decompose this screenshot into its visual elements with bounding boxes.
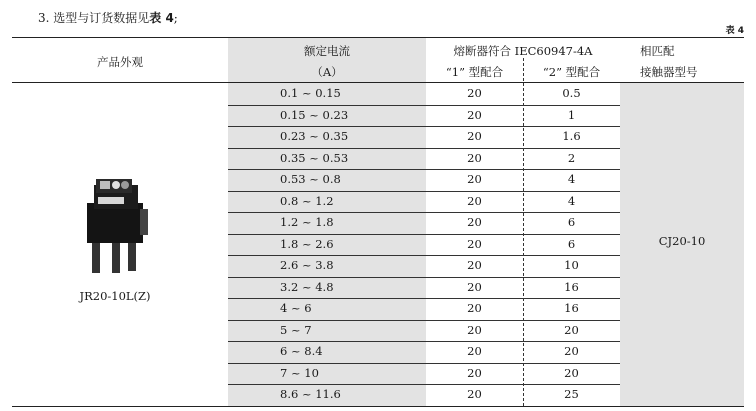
current-cell: 7 ~ 10	[280, 365, 319, 380]
type1-cell: 20	[467, 344, 482, 358]
type1-cell: 20	[467, 215, 482, 229]
product-model-name: JR20-10L(Z)	[79, 289, 151, 303]
current-cell: 0.1 ~ 0.15	[280, 86, 341, 100]
type1-cell: 20	[467, 107, 482, 122]
type2-cell: 4	[567, 172, 576, 186]
type2-cell: 20	[564, 365, 579, 380]
current-cell: 0.53 ~ 0.8	[280, 172, 341, 186]
type2-cell: 20	[564, 322, 579, 337]
type1-cell: 20	[467, 279, 482, 294]
type1-cell: 20	[467, 301, 482, 315]
current-cell: 1.8 ~ 2.6	[280, 236, 334, 251]
type2-cell: 6	[567, 236, 576, 251]
type2-cell: 1	[567, 107, 576, 122]
intro-prefix: 3. 选型与订货数据见	[38, 11, 150, 25]
type2-cell: 4	[567, 193, 576, 208]
current-cell: 2.6 ~ 3.8	[280, 258, 334, 272]
type1-cell: 20	[467, 365, 482, 380]
table-top-rule	[12, 37, 744, 38]
header-appearance: 产品外观	[97, 55, 143, 69]
type2-cell: 16	[564, 279, 579, 294]
current-cell: 0.23 ~ 0.35	[280, 129, 349, 143]
type2-cell: 16	[564, 301, 579, 315]
header-current-line1: 额定电流	[304, 44, 350, 58]
header-contactor-line2: 接触器型号	[640, 65, 698, 79]
type2-cell: 0.5	[562, 86, 581, 100]
type1-cell: 20	[467, 236, 482, 251]
type2-cell: 20	[564, 344, 579, 358]
type1-cell: 20	[467, 150, 482, 165]
type2-cell: 10	[564, 258, 579, 272]
current-cell: 1.2 ~ 1.8	[280, 215, 334, 229]
intro-suffix: ;	[173, 11, 178, 25]
type1-cell: 20	[467, 129, 482, 143]
type2-cell: 1.6	[562, 129, 581, 143]
current-cell: 0.8 ~ 1.2	[280, 193, 334, 208]
table-number: 表 4	[725, 26, 744, 36]
header-contactor-line1: 相匹配	[640, 44, 675, 58]
relay-product-image	[82, 175, 152, 275]
type1-cell: 20	[467, 193, 482, 208]
type1-cell: 20	[467, 322, 482, 337]
type2-cell: 6	[567, 215, 576, 229]
current-cell: 5 ~ 7	[280, 322, 312, 337]
type2-cell: 25	[564, 387, 579, 401]
current-cell: 0.15 ~ 0.23	[280, 107, 349, 122]
type1-cell: 20	[467, 258, 482, 272]
header-type2: “2” 型配合	[542, 65, 601, 79]
type1-cell: 20	[467, 86, 482, 100]
intro-bold: 表 4	[149, 11, 174, 25]
current-cell: 6 ~ 8.4	[280, 344, 323, 358]
current-cell: 4 ~ 6	[280, 301, 312, 315]
type1-cell: 20	[467, 172, 482, 186]
header-type1: “1” 型配合	[445, 65, 504, 79]
current-cell: 3.2 ~ 4.8	[280, 279, 334, 294]
intro-text	[38, 9, 178, 26]
table-bottom-rule	[12, 406, 744, 407]
type2-cell: 2	[567, 150, 576, 165]
header-current-line2: （A）	[311, 65, 343, 79]
header-fuse: 熔断器符合 IEC60947-4A	[453, 44, 593, 58]
current-cell: 8.6 ~ 11.6	[280, 387, 341, 401]
contactor-model: CJ20-10	[658, 234, 706, 248]
current-cell: 0.35 ~ 0.53	[280, 150, 349, 165]
type1-cell: 20	[467, 387, 482, 401]
